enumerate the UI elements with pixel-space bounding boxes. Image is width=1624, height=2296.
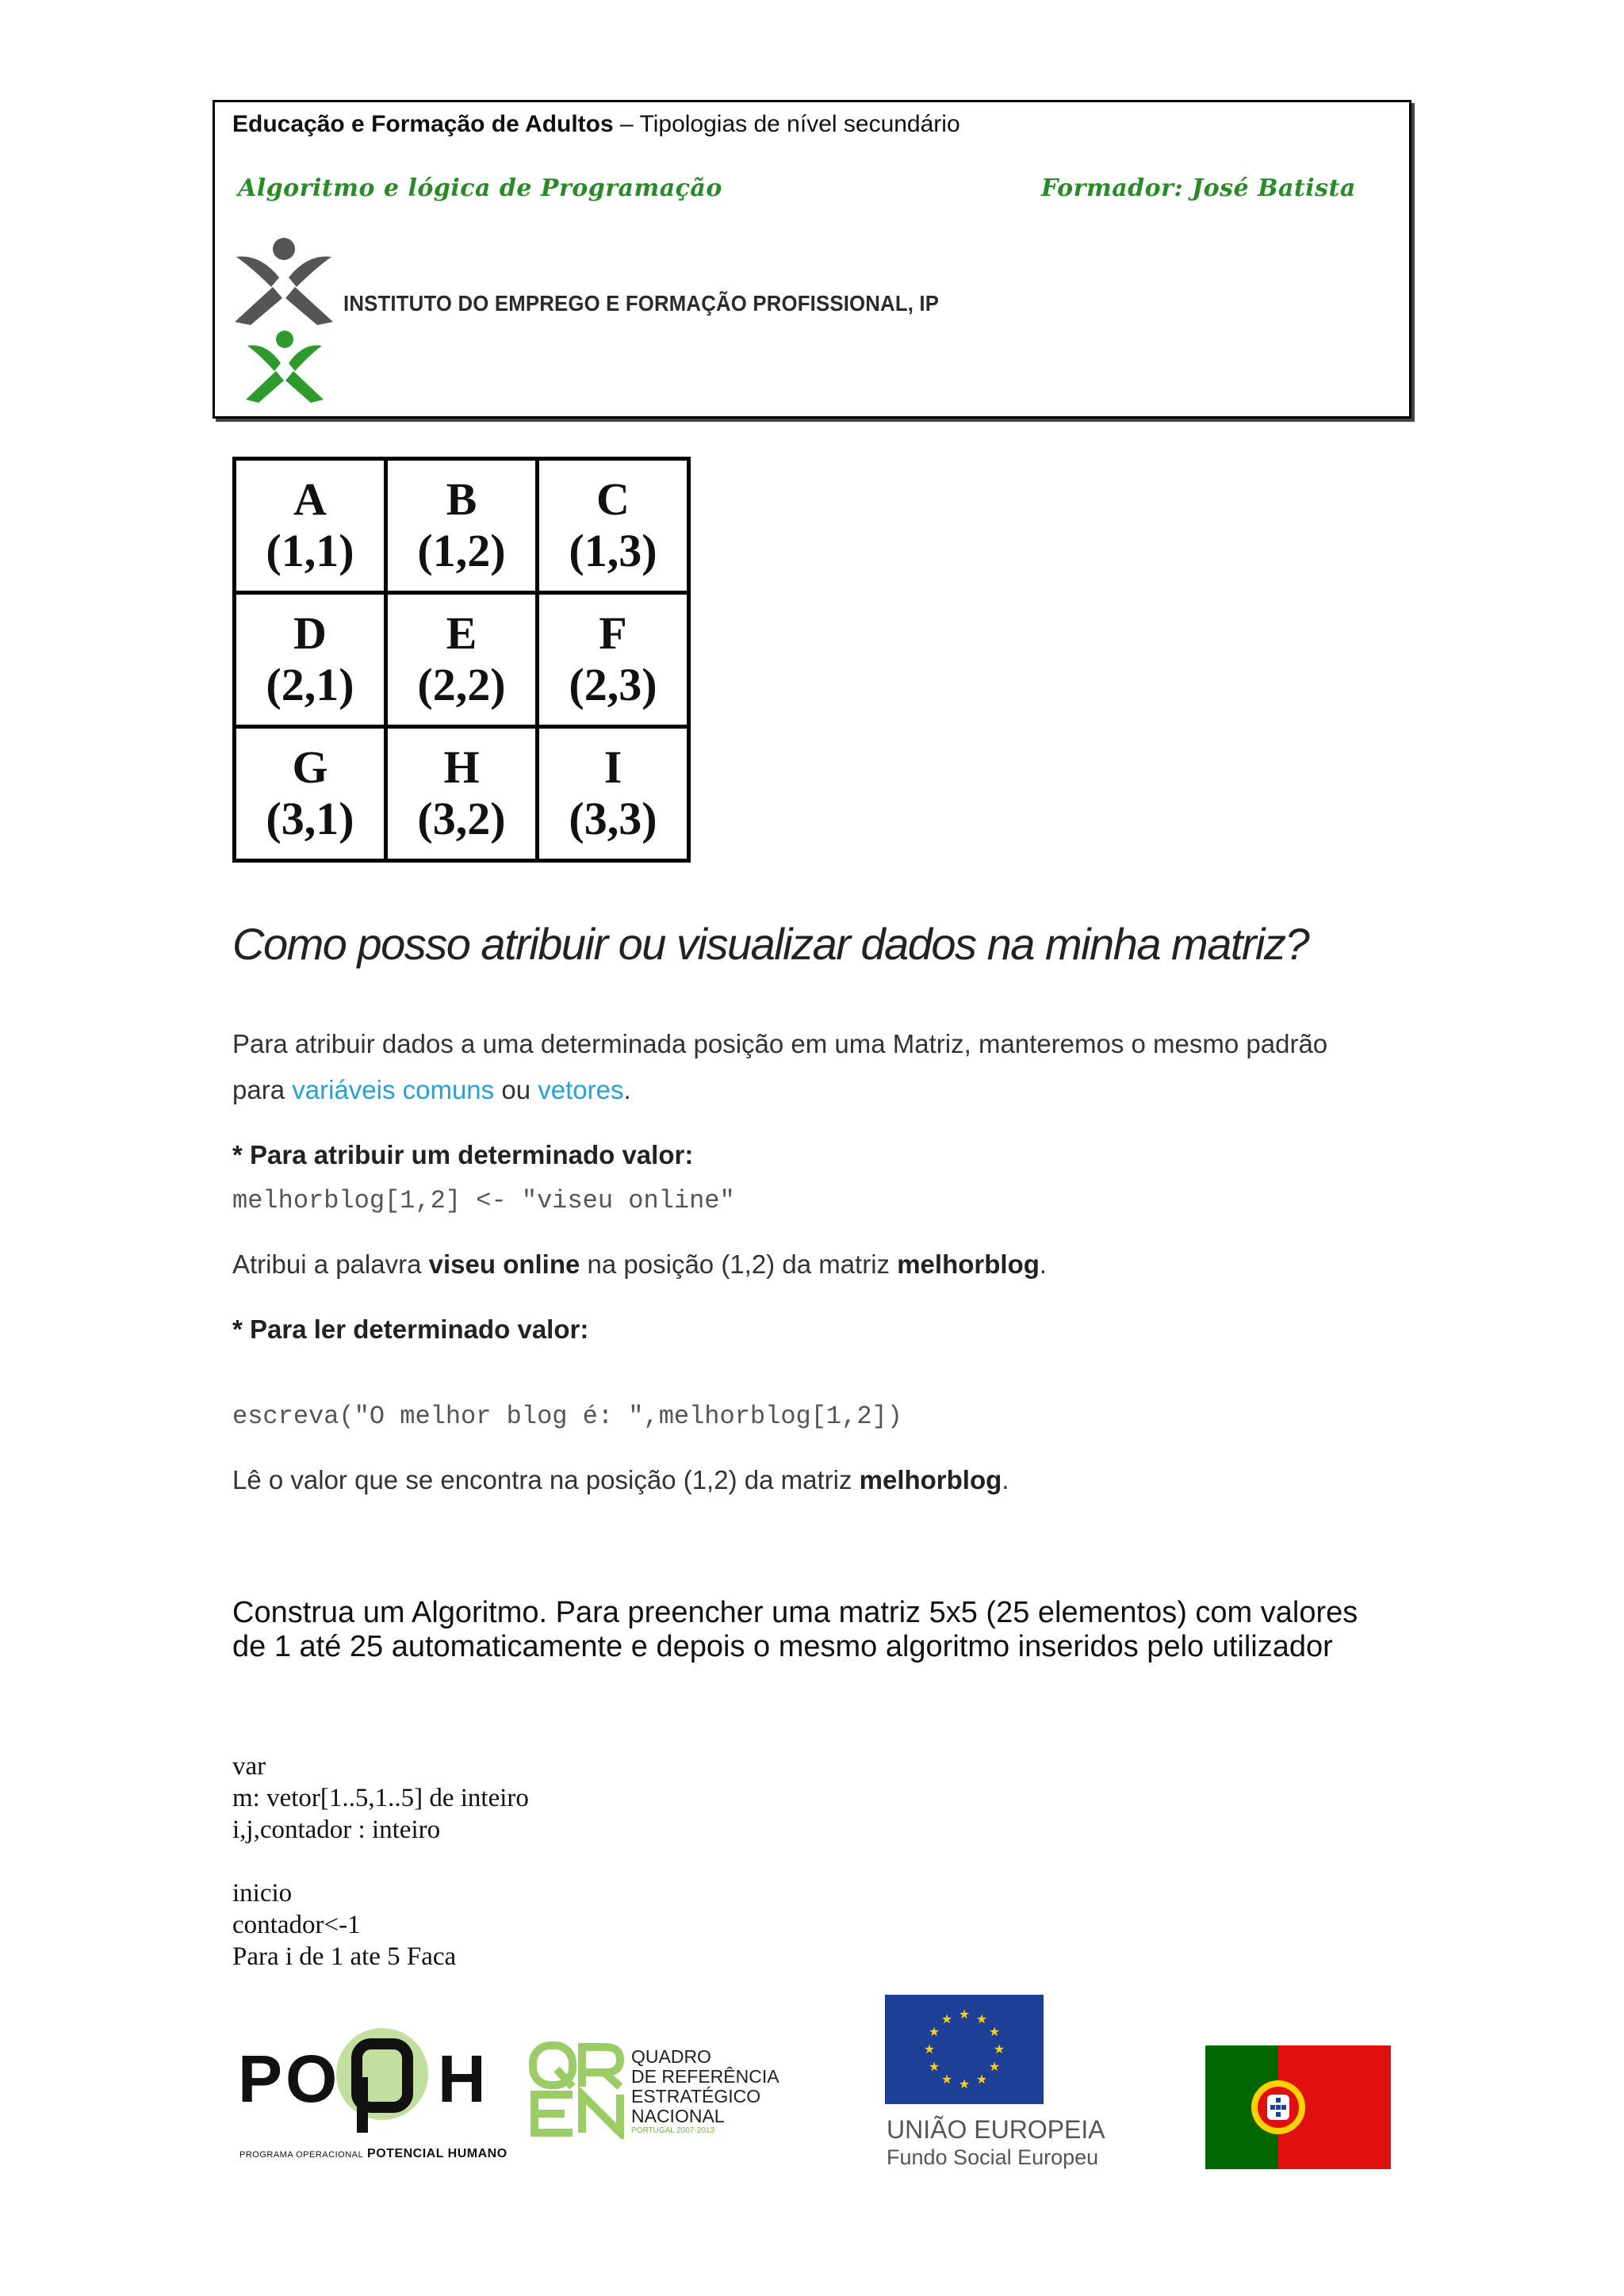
svg-text:★: ★	[988, 2024, 1001, 2039]
poph-letter-right: H	[438, 2042, 486, 2116]
eu-fund: Fundo Social Europeu	[887, 2145, 1099, 2169]
eu-name: UNIÃO EUROPEIA	[887, 2115, 1105, 2144]
poph-letters-left: PO	[238, 2042, 341, 2116]
assign-description	[232, 1249, 1047, 1280]
matrix-cell	[388, 729, 535, 859]
cell-position: (3,3)	[569, 793, 657, 844]
cell-position: (1,1)	[266, 525, 354, 576]
matrix-cell	[236, 595, 384, 725]
svg-text:★: ★	[958, 2076, 971, 2091]
cell-position: (3,1)	[266, 793, 354, 844]
intro-para-word: para	[232, 1075, 285, 1104]
section-heading: Como posso atribuir ou visualizar dados na minha matriz?	[232, 919, 1309, 969]
read-description	[232, 1465, 1009, 1495]
code-line: contador<-1	[232, 1911, 361, 1939]
read-desc-matrix: melhorblog	[859, 1465, 1002, 1494]
svg-text:★: ★	[928, 2024, 940, 2039]
matrix-cell	[539, 729, 687, 859]
cell-letter: E	[446, 607, 477, 660]
read-code: escreva("O melhor blog é: ",melhorblog[1,2])	[232, 1402, 902, 1431]
svg-text:★: ★	[928, 2059, 940, 2074]
assign-desc-mid: na posição (1,2) da matriz	[587, 1249, 891, 1279]
code-line: Para i de 1 ate 5 Faca	[232, 1942, 457, 1971]
link-vetores[interactable]: vetores	[538, 1075, 624, 1104]
matrix-cell	[539, 595, 687, 725]
cell-position: (1,2)	[417, 525, 506, 576]
cell-position: (1,3)	[569, 525, 657, 576]
cell-letter: I	[603, 741, 622, 794]
header-title	[232, 111, 960, 138]
matrix-cell	[236, 729, 384, 859]
qren-line: DE REFERÊNCIA	[631, 2066, 779, 2087]
read-desc-end: .	[1002, 1465, 1009, 1494]
cell-letter: B	[446, 473, 477, 526]
course-name: Algoritmo e lógica de Programação	[238, 174, 722, 202]
cell-letter: G	[292, 741, 328, 794]
poph-sub-bold: POTENCIAL HUMANO	[367, 2147, 508, 2160]
svg-text:★: ★	[988, 2059, 1001, 2074]
intro-or-word: ou	[501, 1075, 531, 1104]
header-box	[213, 100, 1411, 419]
iefp-green-logo-icon	[244, 330, 325, 403]
assign-heading: * Para atribuir um determinado valor:	[232, 1140, 694, 1169]
assign-desc-end: .	[1039, 1249, 1048, 1279]
qren-text	[631, 2047, 779, 2126]
cell-position: (2,1)	[266, 659, 354, 710]
poph-subtitle	[239, 2147, 508, 2161]
svg-text:★: ★	[975, 2011, 988, 2026]
poph-speech-bubble-icon	[333, 2022, 431, 2141]
poph-sub-small: PROGRAMA OPERACIONAL	[239, 2150, 364, 2160]
svg-text:★: ★	[958, 2007, 971, 2022]
task-line-2: de 1 até 25 automaticamente e depois o mesmo algoritmo inseridos pelo utilizador	[232, 1630, 1333, 1663]
svg-text:★: ★	[923, 2042, 936, 2057]
assign-desc-pre: Atribui a palavra	[232, 1249, 422, 1279]
qren-line: NACIONAL	[631, 2106, 725, 2126]
matrix-cell	[388, 595, 535, 725]
intro-end: .	[623, 1075, 631, 1104]
cell-position: (2,2)	[417, 659, 506, 710]
svg-text:★: ★	[975, 2072, 988, 2087]
cell-letter: F	[599, 607, 627, 660]
portugal-flag-icon	[1205, 2045, 1391, 2169]
trainer-name: Formador: José Batista	[1041, 174, 1356, 202]
code-line: m: vetor[1..5,1..5] de inteiro	[232, 1784, 529, 1812]
intro-line-1: Para atribuir dados a uma determinada posição em uma Matriz, manteremos o mesmo padrão	[232, 1029, 1328, 1058]
read-heading: * Para ler determinado valor:	[232, 1314, 589, 1344]
svg-text:★: ★	[940, 2011, 953, 2026]
task-line-1: Construa um Algoritmo. Para preencher uma matriz 5x5 (25 elementos) com valores	[232, 1596, 1358, 1629]
qren-line: ESTRATÉGICO	[631, 2086, 761, 2107]
intro-line-2	[232, 1075, 631, 1105]
assign-code: melhorblog[1,2] <- "viseu online"	[232, 1186, 735, 1215]
institute-name: INSTITUTO DO EMPREGO E FORMAÇÃO PROFISSIONAL, IP	[343, 291, 940, 316]
matrix-grid	[232, 457, 691, 863]
qren-line: QUADRO	[631, 2046, 711, 2067]
code-line: inicio	[232, 1879, 293, 1908]
assign-desc-value: viseu online	[428, 1249, 580, 1279]
cell-letter: H	[443, 741, 480, 794]
iefp-logo-icon	[232, 236, 336, 325]
read-desc-pre: Lê o valor que se encontra na posição (1,2) da matriz	[232, 1465, 852, 1494]
code-line: i,j,contador : inteiro	[232, 1816, 441, 1844]
cell-position: (3,2)	[417, 793, 506, 844]
cell-letter: D	[293, 607, 327, 660]
link-variaveis-comuns[interactable]: variáveis comuns	[292, 1075, 495, 1104]
matrix-cell	[539, 461, 687, 591]
header-title-bold: Educação e Formação de Adultos	[232, 111, 614, 137]
qren-subtitle: PORTUGAL 2007-2013	[631, 2126, 715, 2135]
svg-text:★: ★	[940, 2072, 953, 2087]
matrix-cell	[236, 461, 384, 591]
svg-text:★: ★	[993, 2042, 1005, 2057]
cell-letter: A	[293, 473, 327, 526]
header-title-rest: – Tipologias de nível secundário	[620, 111, 960, 137]
assign-desc-matrix: melhorblog	[897, 1249, 1040, 1279]
cell-position: (2,3)	[569, 659, 657, 710]
cell-letter: C	[596, 473, 630, 526]
qren-logo-icon	[528, 2041, 626, 2139]
matrix-cell	[388, 461, 535, 591]
code-line: var	[232, 1752, 266, 1781]
eu-flag-icon	[885, 1995, 1044, 2104]
